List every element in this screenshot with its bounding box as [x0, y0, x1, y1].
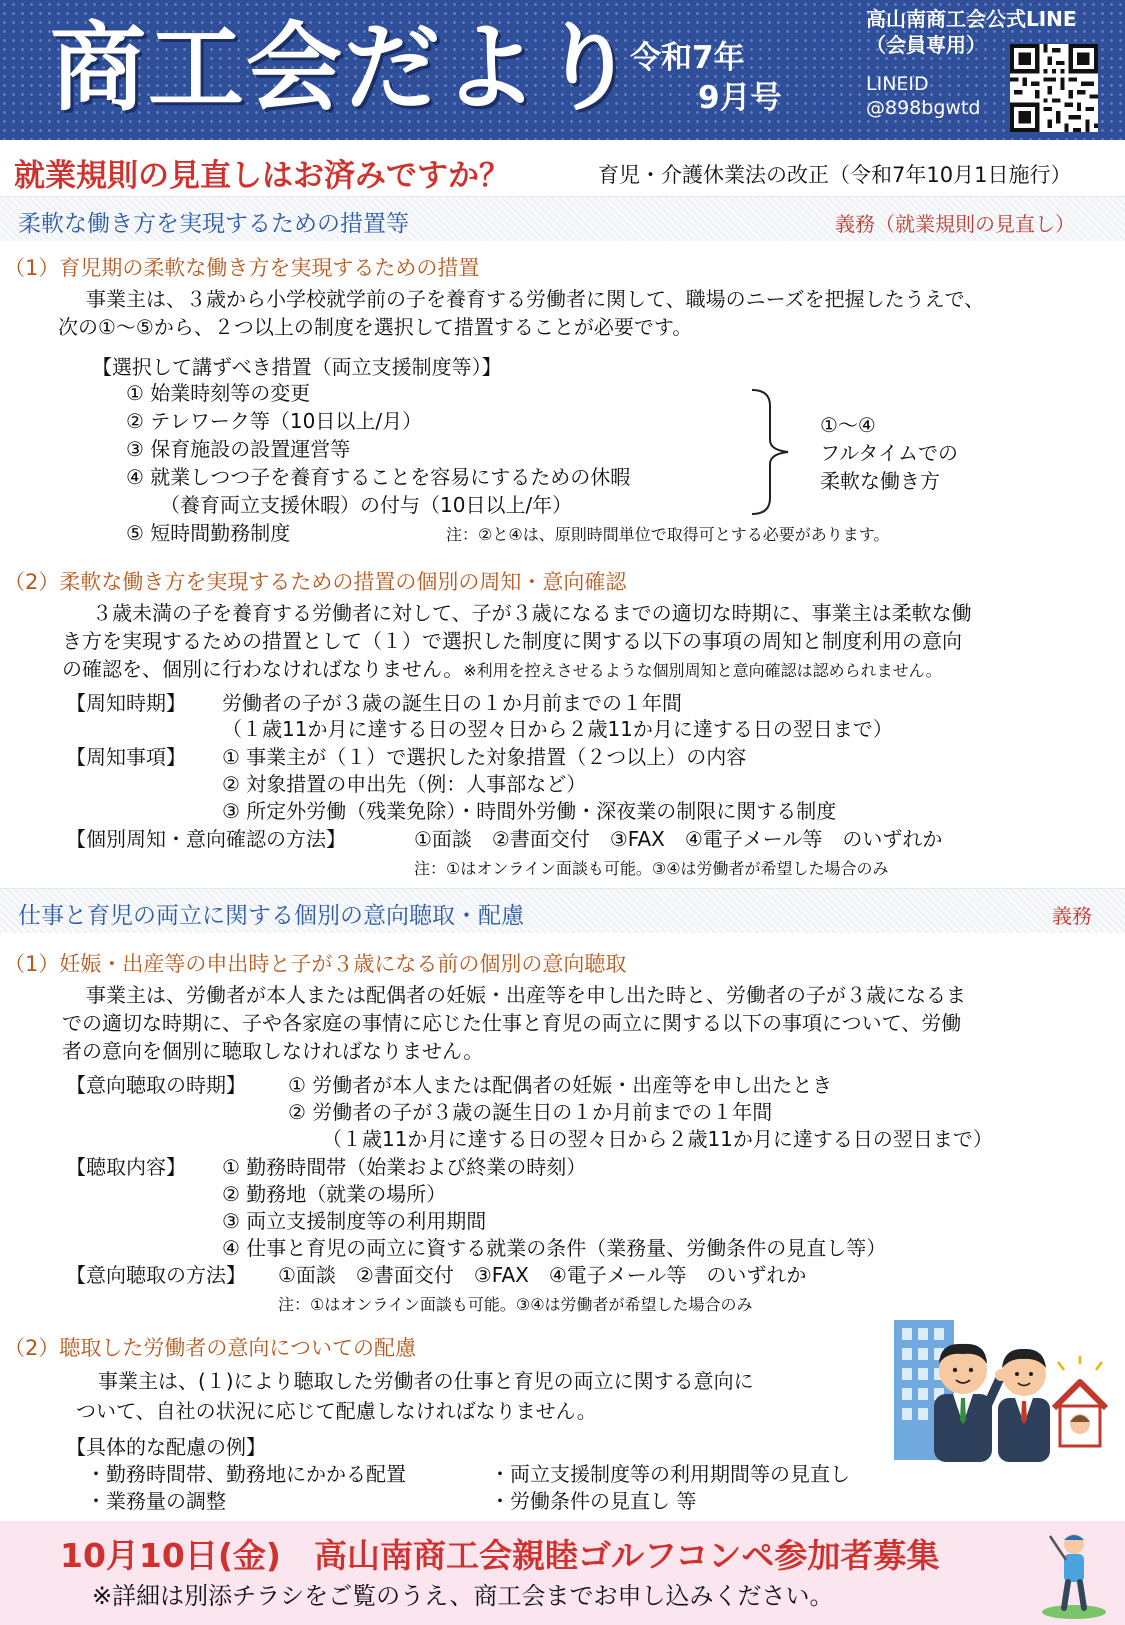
- line-title-2: （会員専用）: [866, 33, 986, 57]
- s1p1-item-5: ⑤ 短時間勤務制度: [126, 521, 291, 545]
- s1p1-body-2: 次の①～⑤から、２つ以上の制度を選択して措置することが必要です。: [58, 315, 693, 339]
- s1p2-method: ①面談 ②書面交付 ③FAX ④電子メール等 のいずれか: [414, 827, 943, 851]
- brace-note-3: 柔軟な働き方: [820, 469, 940, 493]
- s1p2-item-1: ① 事業主が（１）で選択した対象措置（２つ以上）の内容: [222, 745, 747, 769]
- s2p2-example-3: ・業務量の調整: [86, 1489, 226, 1513]
- line-id: [866, 72, 980, 120]
- section1-bar-tag: 義務（就業規則の見直し）: [835, 212, 1075, 236]
- s1p1-item-2: ② テレワーク等（10日以上/月）: [126, 409, 423, 433]
- s2p1-timing-2: ② 労働者の子が３歳の誕生日の１か月前までの１年間: [288, 1100, 773, 1124]
- business-illustration: [890, 1312, 1115, 1462]
- issue-month: 9月号: [698, 80, 782, 116]
- s1p2-note: 注：①はオンライン面談も可能。③④は労働者が希望した場合のみ: [414, 859, 889, 878]
- golfer-icon: [1038, 1528, 1110, 1620]
- footer-title: 10月10日(金) 高山南商工会親睦ゴルフコンペ参加者募集: [60, 1536, 940, 1575]
- headline-subtitle: 育児・介護休業法の改正（令和7年10月1日施行）: [598, 163, 1072, 187]
- businessman-2-icon: [998, 1349, 1050, 1462]
- s2p1-body-1: 事業主は、労働者が本人または配偶者の妊娠・出産等を申し出た時と、労働者の子が３歳になるま: [86, 983, 966, 1007]
- s1p2-timing-1: 労働者の子が３歳の誕生日の１か月前までの１年間: [222, 691, 682, 715]
- house-icon: [1054, 1356, 1106, 1446]
- s1p1-item-3: ③ 保育施設の設置運営等: [126, 437, 351, 461]
- s2p2-example-2: ・両立支援制度等の利用期間等の見直し: [490, 1462, 850, 1486]
- s2p2-examples-label: 【具体的な配慮の例】: [66, 1435, 266, 1459]
- s1p2-body-small: ※利用を控えさせるような個別周知と意向確認は認められません。: [463, 661, 942, 680]
- section1-bar-title: 柔軟な働き方を実現するための措置等: [18, 211, 409, 237]
- s1p2-body-2: き方を実現するための措置として（１）で選択した制度に関する以下の事項の周知と制度利用の意向: [62, 629, 962, 653]
- s2p2-body-1: 事業主は、(１)により聴取した労働者の仕事と育児の両立に関する意向に: [98, 1369, 754, 1393]
- s1p2-heading: （2）柔軟な働き方を実現するための措置の個別の周知・意向確認: [4, 570, 627, 594]
- section2-bar-tag: 義務: [1052, 904, 1092, 928]
- s1p1-list-heading: 【選択して講ずべき措置（両立支援制度等）】: [92, 355, 502, 379]
- s1p1-item-4: ④ 就業しつつ子を養育することを容易にするための休暇: [126, 465, 631, 489]
- s1p1-item-1: ① 始業時刻等の変更: [126, 381, 311, 405]
- s2p1-content-label: 【聴取内容】: [66, 1155, 186, 1179]
- s1p1-heading: （1）育児期の柔軟な働き方を実現するための措置: [4, 256, 480, 280]
- s2p1-timing-1: ① 労働者が本人または配偶者の妊娠・出産等を申し出たとき: [288, 1073, 833, 1097]
- headline-title: 就業規則の見直しはお済みですか？: [14, 158, 510, 194]
- s2p1-content-3: ③ 両立支援制度等の利用期間: [222, 1209, 487, 1233]
- brace-icon: [748, 388, 794, 516]
- s1p2-item-2: ② 対象措置の申出先（例：人事部など）: [222, 772, 587, 796]
- s2p1-body-2: での適切な時期に、子や各家庭の事情に応じた仕事と育児の両立に関する以下の事項について、労働: [62, 1011, 962, 1035]
- section2-bar-title: 仕事と育児の両立に関する個別の意向聴取・配慮: [18, 903, 524, 929]
- s1p2-method-label: 【個別周知・意向確認の方法】: [66, 827, 346, 851]
- newsletter-title: 商工会だより: [50, 12, 638, 124]
- line-title-1: 高山南商工会公式LINE: [866, 7, 1077, 31]
- line-id-label: LINEID: [866, 73, 929, 95]
- s1p1-item-4-cont: （養育両立支援休暇）の付与（10日以上/年）: [160, 493, 573, 517]
- s2p1-method: ①面談 ②書面交付 ③FAX ④電子メール等 のいずれか: [278, 1263, 807, 1287]
- issue-year: 令和7年: [630, 40, 745, 76]
- s1p2-item-3: ③ 所定外労働（残業免除）・時間外労働・深夜業の制限に関する制度: [222, 799, 837, 823]
- s2p2-example-1: ・勤務時間帯、勤務地にかかる配置: [86, 1462, 406, 1486]
- brace-note-2: フルタイムでの: [820, 441, 958, 465]
- s1p2-body-3: の確認を、個別に行わなければなりません。※利用を控えさせるような個別周知と意向確認は認められません。: [62, 657, 942, 681]
- s1p1-body-1: 事業主は、３歳から小学校就学前の子を養育する労働者に関して、職場のニーズを把握したうえで、: [86, 287, 985, 311]
- s2p1-timing-3: （１歳11か月に達する日の翌々日から２歳11か月に達する日の翌日まで）: [322, 1127, 993, 1151]
- s2p1-timing-label: 【意向聴取の時期】: [66, 1073, 246, 1097]
- s1p1-note: 注：②と④は、原則時間単位で取得可とする必要があります。: [446, 525, 890, 544]
- line-id-value: @898bgwtd: [866, 97, 981, 119]
- footer-note: ※詳細は別添チラシをご覧のうえ、商工会までお申し込みください。: [92, 1582, 834, 1610]
- qr-code[interactable]: [1010, 44, 1098, 132]
- s2p1-content-4: ④ 仕事と育児の両立に資する就業の条件（業務量、労働条件の見直し等）: [222, 1236, 887, 1260]
- s1p2-body-1: ３歳未満の子を養育する労働者に対して、子が３歳になるまでの適切な時期に、事業主は柔軟な働: [92, 601, 972, 625]
- s2p1-content-2: ② 勤務地（就業の場所）: [222, 1182, 447, 1206]
- s2p1-heading: （1）妊娠・出産等の申出時と子が３歳になる前の個別の意向聴取: [4, 952, 627, 976]
- s1p2-timing-2: （１歳11か月に達する日の翌々日から２歳11か月に達する日の翌日まで）: [222, 717, 893, 741]
- s2p1-note: 注：①はオンライン面談も可能。③④は労働者が希望した場合のみ: [278, 1295, 753, 1314]
- s2p2-heading: （2）聴取した労働者の意向についての配慮: [4, 1336, 416, 1360]
- s2p1-body-3: 者の意向を個別に聴取しなければなりません。: [62, 1039, 484, 1063]
- brace-note-1: ①～④: [820, 413, 876, 437]
- s1p2-items-label: 【周知事項】: [66, 745, 186, 769]
- s1p2-timing-label: 【周知時期】: [66, 691, 186, 715]
- businessman-1-icon: [934, 1344, 1007, 1462]
- s2p2-body-2: ついて、自社の状況に応じて配慮しなければなりません。: [76, 1399, 597, 1423]
- s2p1-method-label: 【意向聴取の方法】: [66, 1263, 246, 1287]
- s2p1-content-1: ① 勤務時間帯（始業および終業の時刻）: [222, 1155, 587, 1179]
- s2p2-example-4: ・労働条件の見直し 等: [490, 1489, 697, 1513]
